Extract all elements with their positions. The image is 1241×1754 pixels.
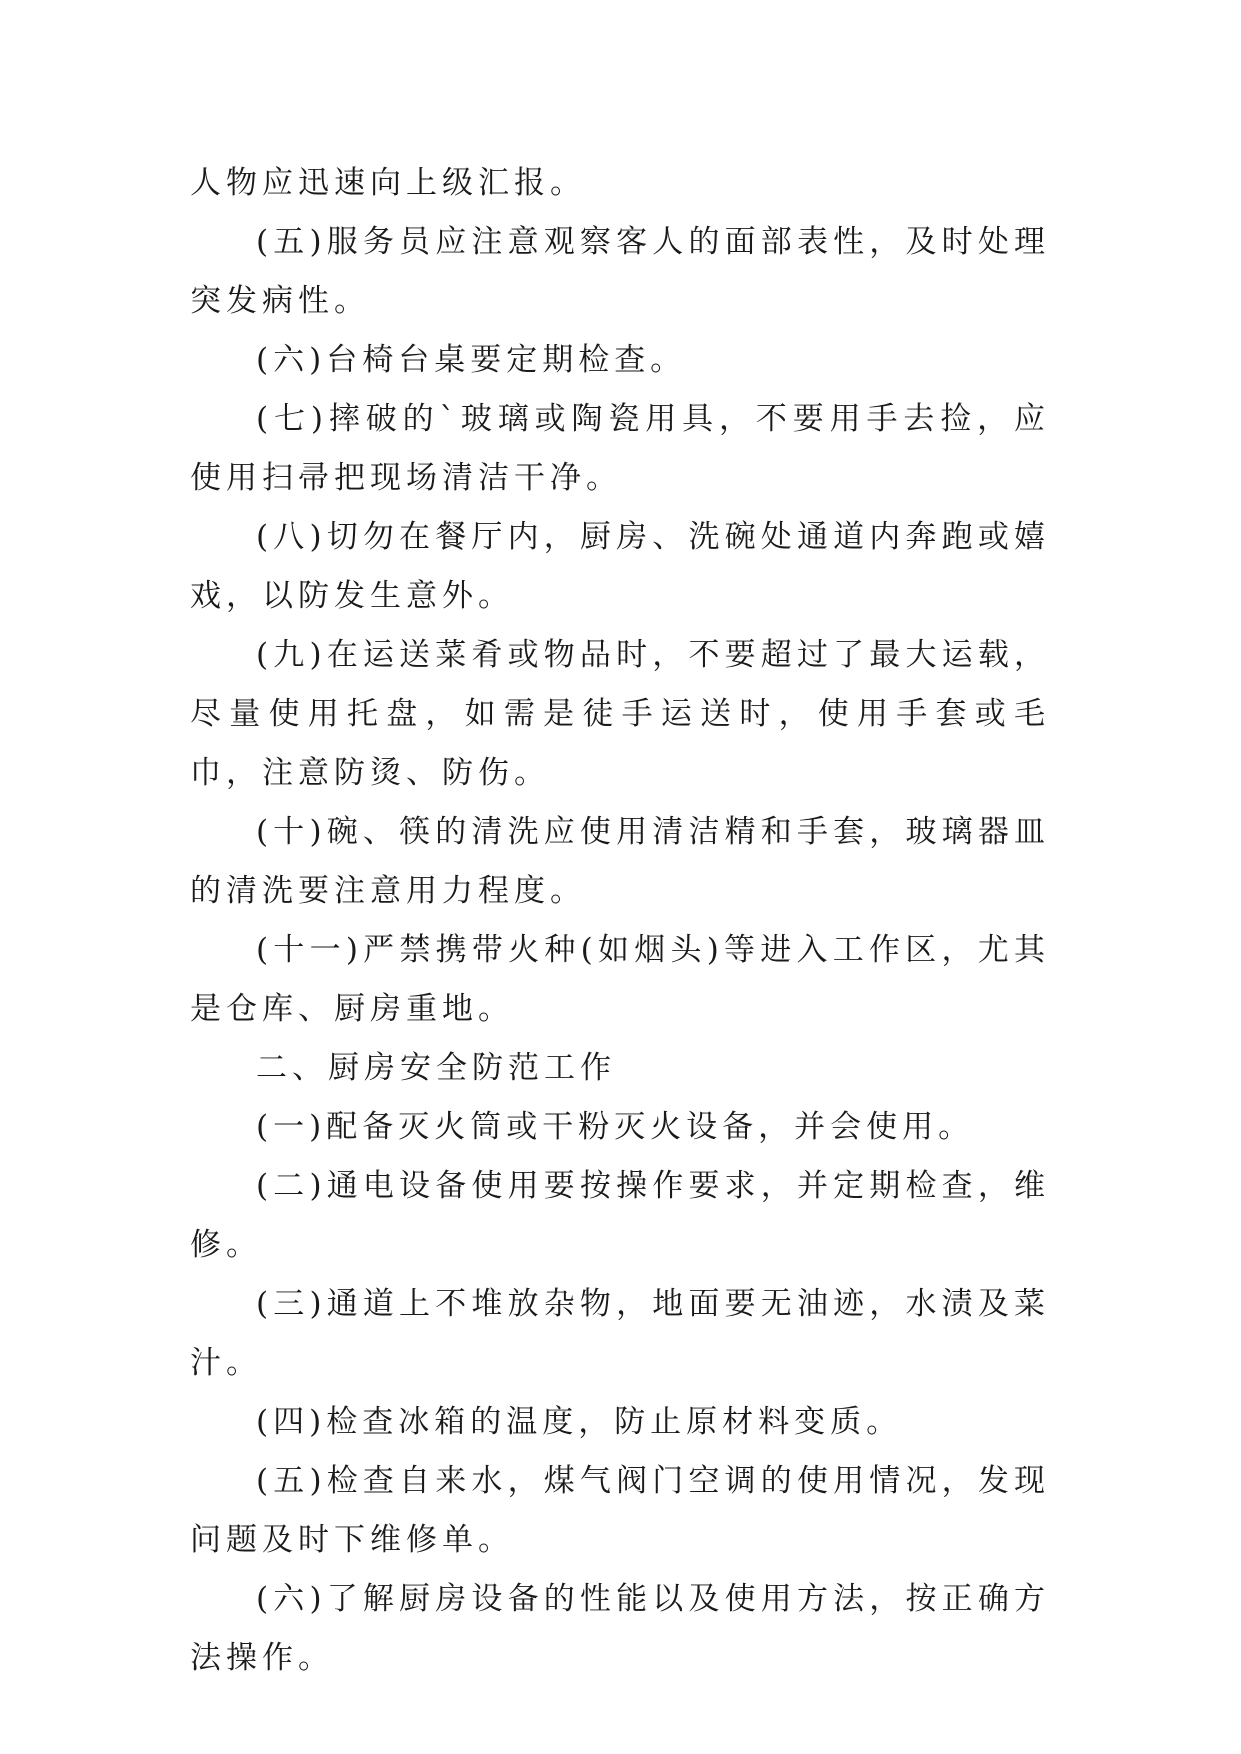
paragraph-item-10-washing: (十)碗、筷的清洗应使用清洁精和手套，玻璃器皿的清洗要注意用力程度。 — [190, 814, 1050, 909]
paragraph-kitchen-item-2: (二)通电设备使用要按操作要求，并定期检查，维修。 — [190, 1168, 1050, 1263]
paragraph-kitchen-item-4: (四)检查冰箱的温度，防止原材料变质。 — [256, 1404, 903, 1440]
paragraph-continuation: 人物应迅速向上级汇报。 — [190, 165, 586, 201]
paragraph-item-7-broken-glass: (七)摔破的`玻璃或陶瓷用具，不要用手去捡，应使用扫帚把现场清洁干净。 — [190, 401, 1050, 496]
paragraph-kitchen-item-1: (一)配备灭火筒或干粉灭火设备，并会使用。 — [256, 1109, 975, 1145]
paragraph-kitchen-item-6: (六)了解厨房设备的性能以及使用方法，按正确方法操作。 — [190, 1581, 1050, 1676]
paragraph-item-9-transport: (九)在运送菜肴或物品时，不要超过了最大运载，尽量使用托盘，如需是徒手运送时，使用手套或毛巾，注意防烫、防伤。 — [190, 637, 1050, 791]
paragraph-item-5-service: (五)服务员应注意观察客人的面部表性，及时处理突发病性。 — [190, 224, 1050, 319]
section-heading-kitchen-safety: 二、厨房安全防范工作 — [256, 1050, 616, 1086]
paragraph-item-11-no-fire: (十一)严禁携带火种(如烟头)等进入工作区，尤其是仓库、厨房重地。 — [190, 932, 1050, 1027]
paragraph-kitchen-item-3: (三)通道上不堆放杂物，地面要无油迹，水渍及菜汁。 — [190, 1286, 1050, 1381]
paragraph-item-8-no-running: (八)切勿在餐厅内，厨房、洗碗处通道内奔跑或嬉戏，以防发生意外。 — [190, 519, 1050, 614]
paragraph-item-6-tables: (六)台椅台桌要定期检查。 — [256, 342, 687, 378]
paragraph-kitchen-item-5: (五)检查自来水，煤气阀门空调的使用情况，发现问题及时下维修单。 — [190, 1463, 1050, 1558]
document-body — [190, 154, 1050, 1688]
